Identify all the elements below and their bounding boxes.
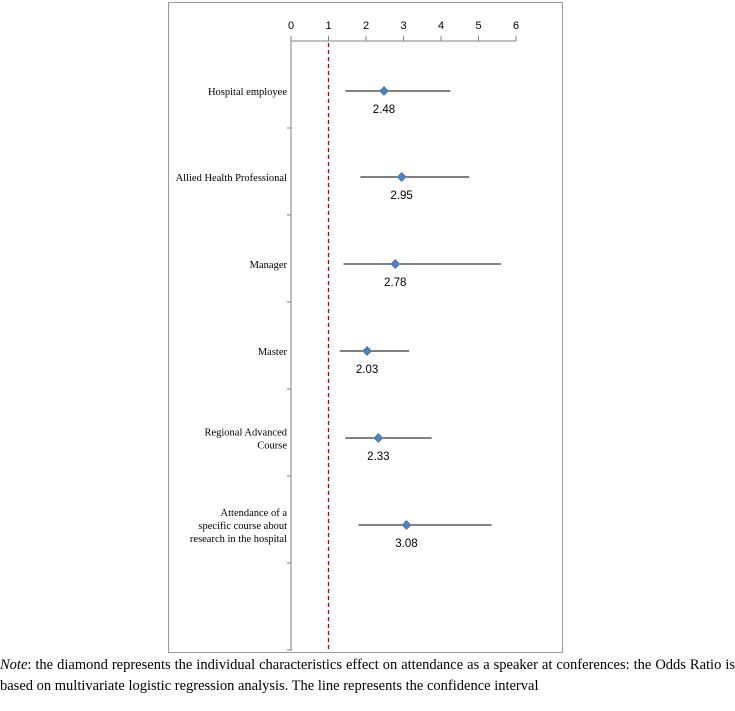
odds-ratio-marker xyxy=(402,521,411,530)
odds-ratio-label: 2.95 xyxy=(390,190,413,202)
note-text: : the diamond represents the individual characteristics effect on attendance as a speaker at conferences: the Odds Ratio is based on multivariate logistic regression analysis. The line represents the confidence interval xyxy=(0,657,735,694)
x-tick-label: 4 xyxy=(437,20,445,32)
odds-ratio-label: 2.33 xyxy=(367,451,390,463)
x-tick-label: 1 xyxy=(325,20,332,32)
category-label: Allied Health Professional xyxy=(175,173,287,184)
x-tick-label: 0 xyxy=(287,20,295,32)
category-label: Master xyxy=(257,347,287,358)
category-label: Regional Advanced Course xyxy=(204,427,287,452)
x-tick-label: 3 xyxy=(400,20,407,32)
category-label: Manager xyxy=(249,260,287,271)
category-label: Hospital employee xyxy=(207,87,287,98)
odds-ratio-label: 3.08 xyxy=(395,538,418,550)
forest-plot-svg xyxy=(169,3,564,654)
forest-plot xyxy=(168,2,563,653)
x-tick-label: 5 xyxy=(475,20,482,32)
odds-ratio-marker xyxy=(363,347,372,356)
x-tick-label: 6 xyxy=(512,20,520,32)
figure-note xyxy=(0,655,735,697)
category-label: Attendance of a specific course about research in the hospital xyxy=(189,508,287,545)
odds-ratio-marker xyxy=(374,434,383,443)
odds-ratio-label: 2.03 xyxy=(355,364,379,376)
odds-ratio-marker xyxy=(397,173,406,182)
odds-ratio-label: 2.78 xyxy=(384,277,407,289)
note-label: Note xyxy=(0,657,28,673)
x-tick-label: 2 xyxy=(362,20,370,32)
odds-ratio-label: 2.48 xyxy=(372,104,396,116)
odds-ratio-marker xyxy=(391,260,400,269)
odds-ratio-marker xyxy=(380,87,389,96)
